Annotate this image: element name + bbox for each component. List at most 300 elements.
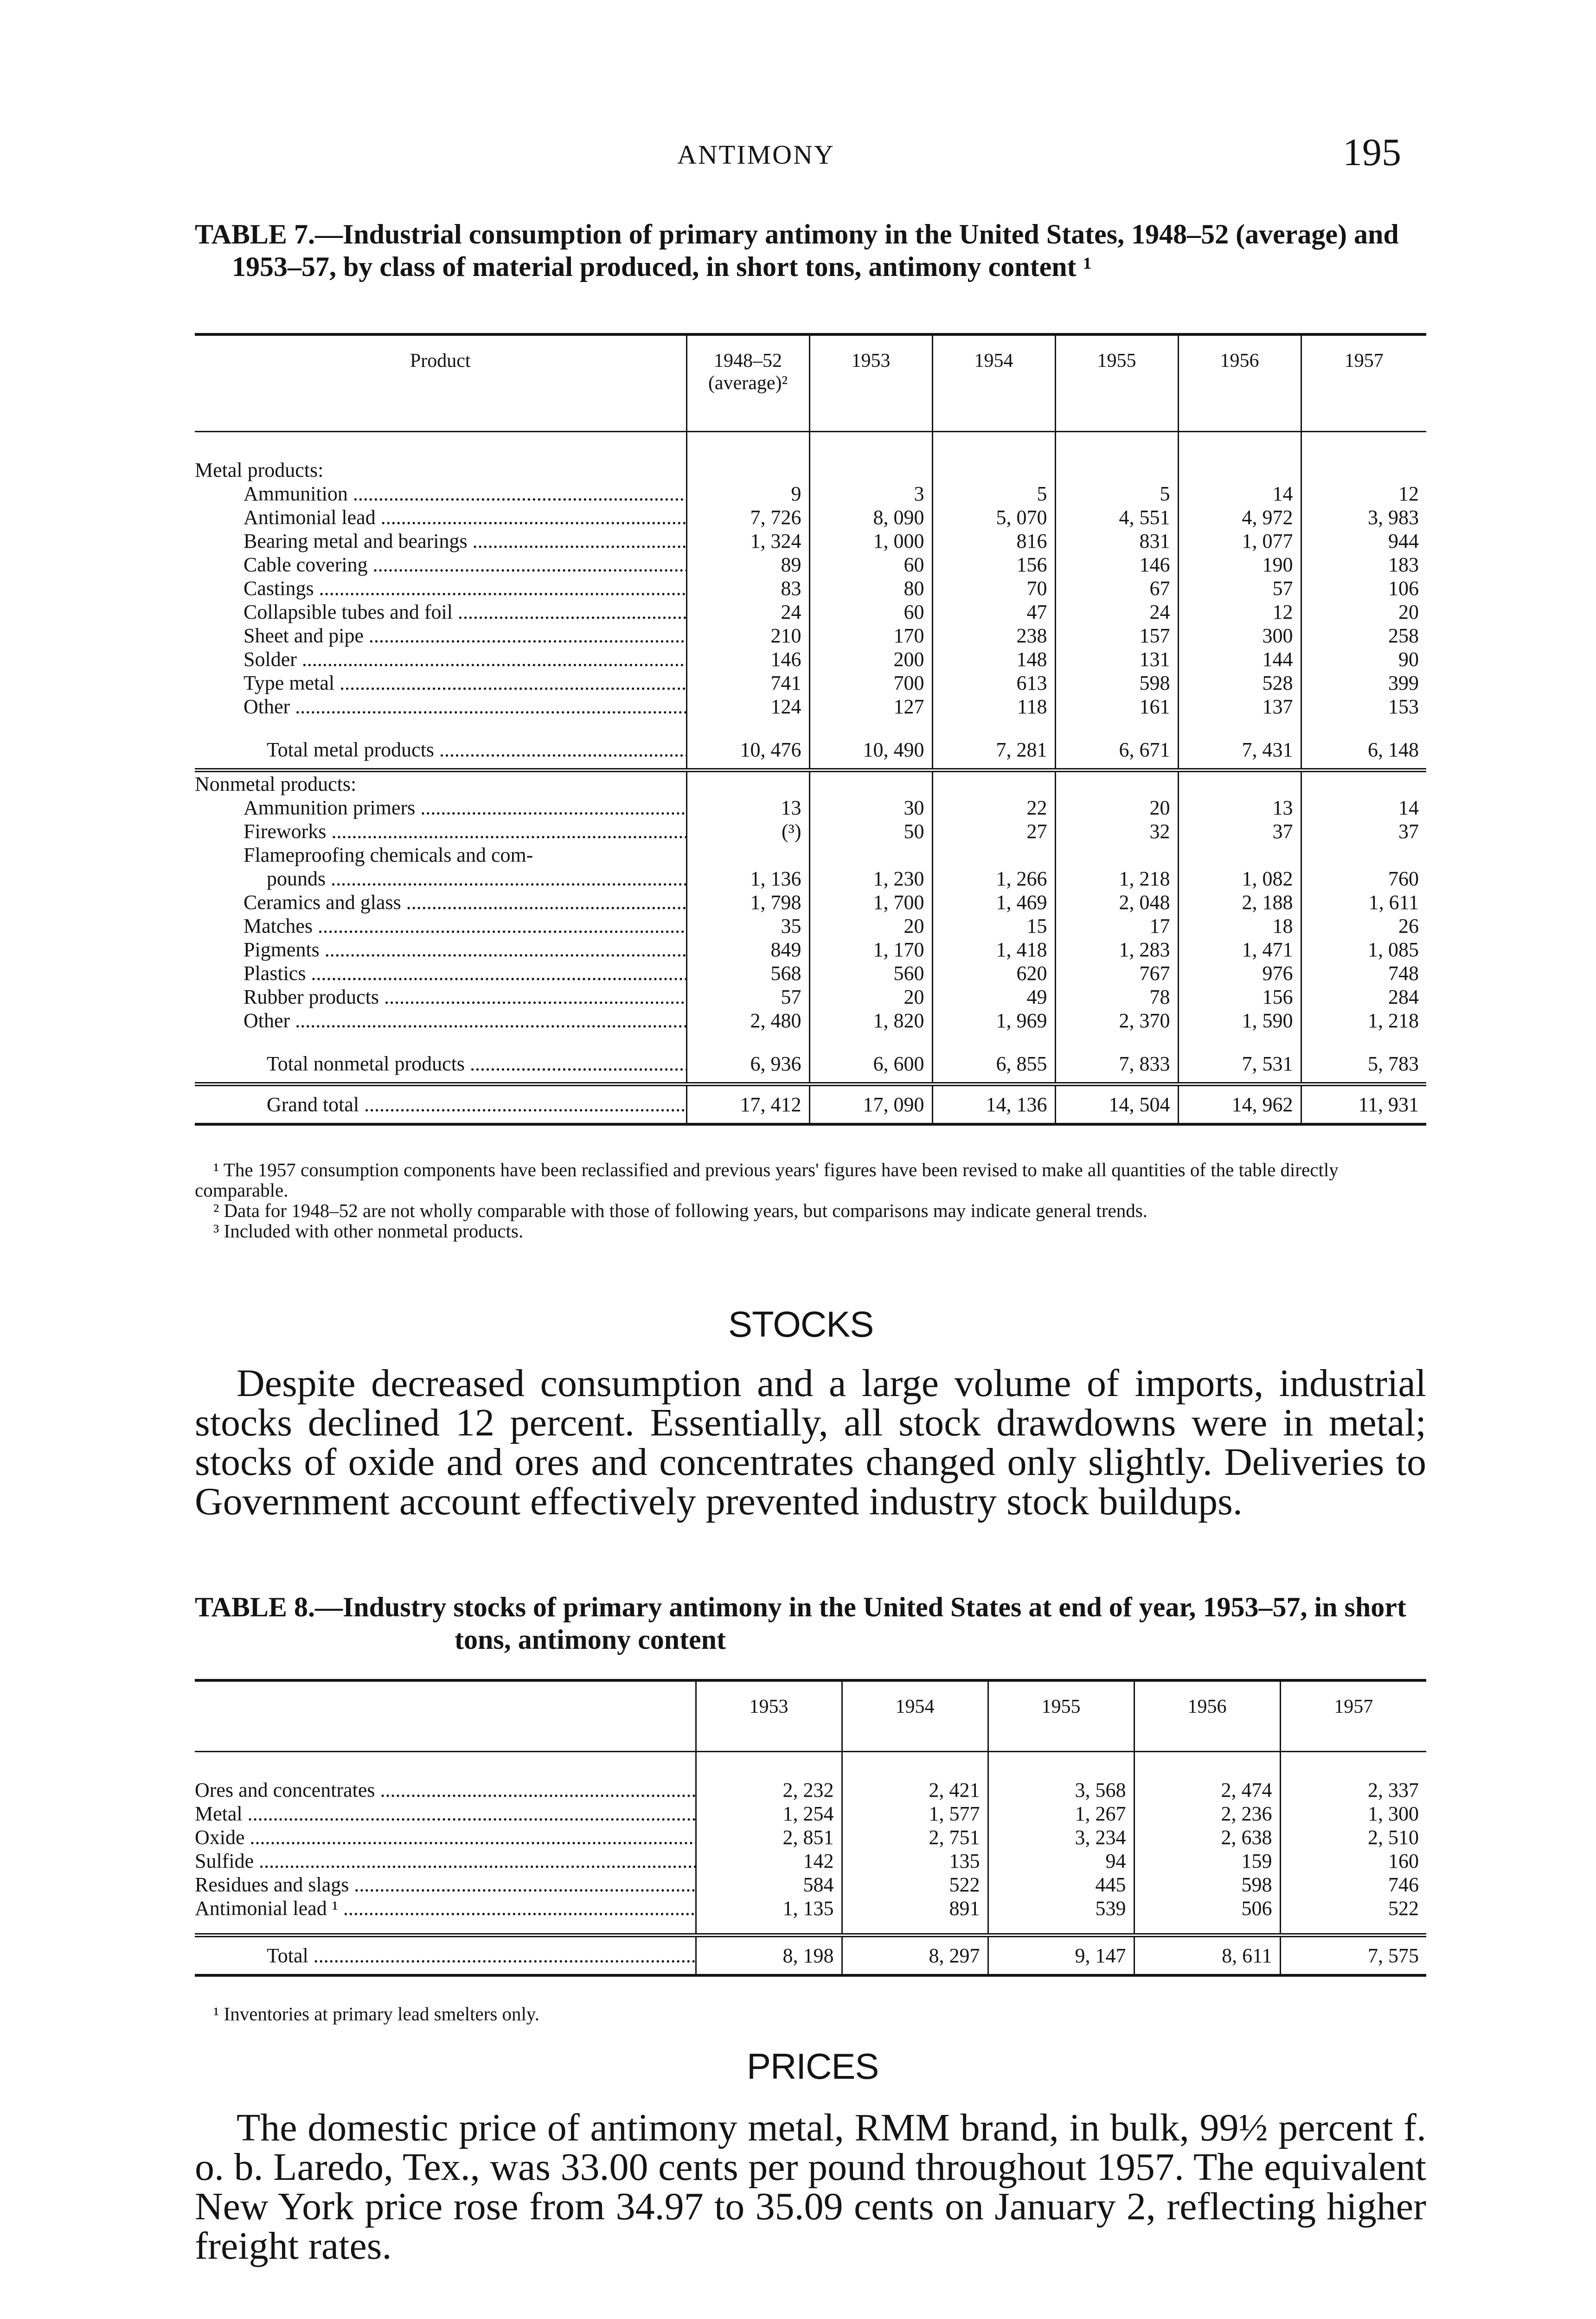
table-row xyxy=(195,1802,1426,1826)
row-value: 30 xyxy=(809,796,932,820)
row-value: 8, 611 xyxy=(1134,1935,1280,1975)
spacer-cell xyxy=(686,1032,809,1045)
row-value: 7, 281 xyxy=(932,731,1055,770)
row-value: 8, 198 xyxy=(696,1935,842,1975)
spacer-cell xyxy=(195,718,686,731)
row-label: Other ..... xyxy=(195,695,686,718)
row-value: 2, 337 xyxy=(1280,1778,1426,1802)
row-label: pounds ..... xyxy=(195,867,686,890)
row-label: Solder ..... xyxy=(195,647,686,671)
row-value: 976 xyxy=(1178,961,1301,985)
row-value: 14, 504 xyxy=(1055,1084,1178,1124)
row-label: Flameproofing chemicals and com- xyxy=(244,843,533,866)
row-value: 1, 218 xyxy=(1301,1009,1426,1032)
row-value: 1, 077 xyxy=(1178,529,1301,553)
spacer-cell xyxy=(1134,1920,1280,1935)
row-label: Ores and concentrates ..... xyxy=(195,1778,696,1802)
row-value: 159 xyxy=(1134,1849,1280,1873)
row-value: 1, 085 xyxy=(1301,938,1426,961)
row-value: 170 xyxy=(809,624,932,647)
t8-col-header-1957: 1957 xyxy=(1280,1682,1426,1751)
row-label: Oxide ..... xyxy=(195,1826,696,1849)
row-value: 161 xyxy=(1055,695,1178,718)
row-value: 1, 000 xyxy=(809,529,932,553)
row-value: 238 xyxy=(932,624,1055,647)
row-value: 37 xyxy=(1178,820,1301,843)
running-head: ANTIMONY xyxy=(677,140,835,170)
row-value: 560 xyxy=(809,961,932,985)
row-value: 2, 421 xyxy=(842,1778,988,1802)
row-value: 4, 972 xyxy=(1178,506,1301,529)
row-label: Ammunition ..... xyxy=(195,482,686,506)
row-value: 2, 510 xyxy=(1280,1826,1426,1849)
row-value xyxy=(809,458,932,482)
row-value: 1, 418 xyxy=(932,938,1055,961)
row-label: Total ..... xyxy=(195,1935,696,1975)
row-value: 1, 136 xyxy=(686,867,809,890)
table-row xyxy=(195,961,1426,985)
row-value: 9, 147 xyxy=(988,1935,1134,1975)
table-row xyxy=(195,529,1426,553)
table-row xyxy=(195,600,1426,624)
row-value: 620 xyxy=(932,961,1055,985)
table7-footnote-1: ¹ The 1957 consumption components have been reclassified and previous years' figures have been revised to make all quantities of the table directly comparable. xyxy=(195,1159,1339,1201)
row-value: 2, 370 xyxy=(1055,1009,1178,1032)
row-value: 5, 783 xyxy=(1301,1045,1426,1084)
table-row xyxy=(195,1009,1426,1032)
row-value: 5 xyxy=(1055,482,1178,506)
row-value: 816 xyxy=(932,529,1055,553)
row-label: Other ..... xyxy=(195,1009,686,1032)
row-value: 24 xyxy=(686,600,809,624)
table7-footnote-2: ² Data for 1948–52 are not wholly comparable with those of following years, but comparisons may indicate general trends. xyxy=(213,1200,1147,1221)
row-value: 539 xyxy=(988,1896,1134,1920)
row-value: 1, 471 xyxy=(1178,938,1301,961)
spacer-cell xyxy=(988,1751,1134,1778)
row-value: 6, 671 xyxy=(1055,731,1178,770)
row-value xyxy=(932,843,1055,867)
row-value: 11, 931 xyxy=(1301,1084,1426,1124)
stocks-heading: STOCKS xyxy=(728,1304,874,1345)
row-label: Metal products: xyxy=(195,458,324,481)
row-value: 1, 230 xyxy=(809,867,932,890)
row-value: 8, 297 xyxy=(842,1935,988,1975)
row-value: 746 xyxy=(1280,1873,1426,1896)
row-value: 124 xyxy=(686,695,809,718)
spacer-cell xyxy=(696,1920,842,1935)
row-value: 2, 048 xyxy=(1055,890,1178,914)
row-label: Residues and slags ..... xyxy=(195,1873,696,1896)
row-value: 2, 638 xyxy=(1134,1826,1280,1849)
row-label: Plastics ..... xyxy=(195,961,686,985)
spacer-cell xyxy=(696,1751,842,1778)
row-value: 284 xyxy=(1301,985,1426,1009)
row-label: Castings ..... xyxy=(195,577,686,600)
row-label: Sheet and pipe ..... xyxy=(195,624,686,647)
row-label: Antimonial lead ..... xyxy=(195,506,686,529)
row-value: 748 xyxy=(1301,961,1426,985)
prices-paragraph-text: The domestic price of antimony metal, RMM brand, in bulk, 99½ percent f. o. b. Laredo, Tex., was 33.00 cents per pound throughout 1957. The equivalent New York price rose from 34.97 to 35.09 cents on January 2, reflecting higher freight rates. xyxy=(195,2106,1426,2268)
spacer-cell xyxy=(1301,431,1426,458)
row-value: 568 xyxy=(686,961,809,985)
spacer-cell xyxy=(932,1032,1055,1045)
row-value xyxy=(809,843,932,867)
row-value xyxy=(686,770,809,796)
row-value: 944 xyxy=(1301,529,1426,553)
spacer-cell xyxy=(1055,718,1178,731)
table-row xyxy=(195,695,1426,718)
spacer-cell xyxy=(1178,1032,1301,1045)
spacer-cell xyxy=(1055,431,1178,458)
row-value: 1, 267 xyxy=(988,1802,1134,1826)
row-value: 156 xyxy=(932,553,1055,577)
spacer-cell xyxy=(195,1920,696,1935)
table-row xyxy=(195,506,1426,529)
page-number: 195 xyxy=(1343,131,1401,174)
row-value xyxy=(1178,770,1301,796)
row-value xyxy=(686,843,809,867)
prices-paragraph xyxy=(195,2108,1426,2266)
row-value: 106 xyxy=(1301,577,1426,600)
row-value: 1, 798 xyxy=(686,890,809,914)
row-value: 1, 324 xyxy=(686,529,809,553)
row-value: 49 xyxy=(932,985,1055,1009)
row-value: 2, 851 xyxy=(696,1826,842,1849)
row-value: 1, 300 xyxy=(1280,1802,1426,1826)
col-header-average: 1948–52 (average)² xyxy=(686,336,809,431)
table-row xyxy=(195,914,1426,938)
table-row xyxy=(195,985,1426,1009)
table-row xyxy=(195,1896,1426,1920)
row-value: 160 xyxy=(1280,1849,1426,1873)
row-value: 7, 833 xyxy=(1055,1045,1178,1084)
row-value: 37 xyxy=(1301,820,1426,843)
t8-col-header-1956: 1956 xyxy=(1134,1682,1280,1751)
col-header-1956: 1956 xyxy=(1178,336,1301,431)
row-value: 156 xyxy=(1178,985,1301,1009)
row-value: 67 xyxy=(1055,577,1178,600)
spacer-row xyxy=(195,1751,1426,1778)
row-value: 89 xyxy=(686,553,809,577)
row-value: 12 xyxy=(1178,600,1301,624)
row-value: 200 xyxy=(809,647,932,671)
table-row xyxy=(195,647,1426,671)
row-value: 6, 855 xyxy=(932,1045,1055,1084)
row-label: Sulfide ..... xyxy=(195,1849,696,1873)
table8-footnote xyxy=(195,2004,1426,2024)
row-value: 258 xyxy=(1301,624,1426,647)
row-value: 1, 611 xyxy=(1301,890,1426,914)
total-row xyxy=(195,731,1426,770)
row-label: Rubber products ..... xyxy=(195,985,686,1009)
spacer-row xyxy=(195,718,1426,731)
spacer-cell xyxy=(1134,1751,1280,1778)
row-value: 522 xyxy=(1280,1896,1426,1920)
row-value: 1, 082 xyxy=(1178,867,1301,890)
row-value: 7, 531 xyxy=(1178,1045,1301,1084)
row-value: 83 xyxy=(686,577,809,600)
row-value: 700 xyxy=(809,671,932,695)
row-value: 2, 474 xyxy=(1134,1778,1280,1802)
row-value: 24 xyxy=(1055,600,1178,624)
row-value: 831 xyxy=(1055,529,1178,553)
spacer-cell xyxy=(1301,1032,1426,1045)
row-value: 22 xyxy=(932,796,1055,820)
total-row xyxy=(195,1045,1426,1084)
row-value: 78 xyxy=(1055,985,1178,1009)
row-value: 190 xyxy=(1178,553,1301,577)
row-value: 146 xyxy=(686,647,809,671)
row-value: 14, 136 xyxy=(932,1084,1055,1124)
table-row xyxy=(195,482,1426,506)
row-value: 7, 431 xyxy=(1178,731,1301,770)
t8-col-header-stub xyxy=(195,1682,696,1751)
row-value: 445 xyxy=(988,1873,1134,1896)
spacer-row xyxy=(195,1032,1426,1045)
row-value: 127 xyxy=(809,695,932,718)
row-value: 14, 962 xyxy=(1178,1084,1301,1124)
row-value: 9 xyxy=(686,482,809,506)
table-row xyxy=(195,553,1426,577)
row-value: 6, 936 xyxy=(686,1045,809,1084)
col-header-product: Product xyxy=(195,336,686,431)
table-row xyxy=(195,1778,1426,1802)
row-value: 14 xyxy=(1178,482,1301,506)
row-value: 3, 568 xyxy=(988,1778,1134,1802)
table-row xyxy=(195,1849,1426,1873)
table-row xyxy=(195,867,1426,890)
row-value: 4, 551 xyxy=(1055,506,1178,529)
row-value: 137 xyxy=(1178,695,1301,718)
row-value xyxy=(809,770,932,796)
t8-col-header-1953: 1953 xyxy=(696,1682,842,1751)
row-value: 18 xyxy=(1178,914,1301,938)
spacer-cell xyxy=(195,1751,696,1778)
row-value: 135 xyxy=(842,1849,988,1873)
row-value: 20 xyxy=(809,914,932,938)
row-value xyxy=(932,458,1055,482)
row-label: Matches ..... xyxy=(195,914,686,938)
table-row xyxy=(195,671,1426,695)
row-value: 528 xyxy=(1178,671,1301,695)
row-value: 57 xyxy=(1178,577,1301,600)
row-value: 90 xyxy=(1301,647,1426,671)
table-row xyxy=(195,843,1426,867)
col-header-1953: 1953 xyxy=(809,336,932,431)
table-row xyxy=(195,624,1426,647)
row-value: 8, 090 xyxy=(809,506,932,529)
table8 xyxy=(195,1682,1426,1977)
table-row xyxy=(195,938,1426,961)
row-value: 1, 218 xyxy=(1055,867,1178,890)
row-value: 7, 575 xyxy=(1280,1935,1426,1975)
spacer-cell xyxy=(1301,718,1426,731)
row-value: 60 xyxy=(809,600,932,624)
table7-footnotes xyxy=(195,1160,1426,1241)
row-value: 118 xyxy=(932,695,1055,718)
row-value: 1, 590 xyxy=(1178,1009,1301,1032)
row-value: 1, 469 xyxy=(932,890,1055,914)
row-value: 2, 751 xyxy=(842,1826,988,1849)
stocks-paragraph-text: Despite decreased consumption and a large volume of imports, industrial stocks declined 12 percent. Essentially, all stock drawdowns were in metal; stocks of oxide and ores and concentrates changed only slightly. Deliveries to Government account effectively prevented industry stock buildups. xyxy=(195,1362,1426,1523)
row-value: 146 xyxy=(1055,553,1178,577)
row-value: 14 xyxy=(1301,796,1426,820)
row-value: 1, 170 xyxy=(809,938,932,961)
row-label: Fireworks ..... xyxy=(195,820,686,843)
row-value: 183 xyxy=(1301,553,1426,577)
row-value: 522 xyxy=(842,1873,988,1896)
row-value: 94 xyxy=(988,1849,1134,1873)
row-value: 3, 234 xyxy=(988,1826,1134,1849)
spacer-row xyxy=(195,1920,1426,1935)
spacer-cell xyxy=(842,1920,988,1935)
row-value: 2, 480 xyxy=(686,1009,809,1032)
row-value: 1, 969 xyxy=(932,1009,1055,1032)
spacer-cell xyxy=(809,718,932,731)
row-value: 891 xyxy=(842,1896,988,1920)
spacer-cell xyxy=(842,1751,988,1778)
row-label: Total nonmetal products ..... xyxy=(195,1045,686,1084)
row-value: 598 xyxy=(1134,1873,1280,1896)
row-value: 5 xyxy=(932,482,1055,506)
t8-col-header-1954: 1954 xyxy=(842,1682,988,1751)
row-value: 598 xyxy=(1055,671,1178,695)
row-value: 1, 820 xyxy=(809,1009,932,1032)
row-label: Metal ..... xyxy=(195,1802,696,1826)
spacer-cell xyxy=(1280,1751,1426,1778)
spacer-cell xyxy=(809,1032,932,1045)
row-value: 142 xyxy=(696,1849,842,1873)
row-label: Total metal products ..... xyxy=(195,731,686,770)
total-row xyxy=(195,1935,1426,1975)
row-label: Grand total ..... xyxy=(195,1084,686,1124)
row-label: Antimonial lead ¹ ..... xyxy=(195,1896,696,1920)
table-row xyxy=(195,577,1426,600)
row-label: Type metal ..... xyxy=(195,671,686,695)
row-value: 153 xyxy=(1301,695,1426,718)
row-value: 3 xyxy=(809,482,932,506)
row-value: 20 xyxy=(809,985,932,1009)
row-value: 1, 283 xyxy=(1055,938,1178,961)
row-value: 1, 700 xyxy=(809,890,932,914)
row-value: 148 xyxy=(932,647,1055,671)
row-value: 32 xyxy=(1055,820,1178,843)
row-value: 26 xyxy=(1301,914,1426,938)
row-value: 300 xyxy=(1178,624,1301,647)
table-row xyxy=(195,1873,1426,1896)
row-value: 57 xyxy=(686,985,809,1009)
table7-footnote-3: ³ Included with other nonmetal products. xyxy=(213,1220,524,1242)
row-value: 17, 090 xyxy=(809,1084,932,1124)
row-value: 20 xyxy=(1055,796,1178,820)
table7-caption: TABLE 7.—Industrial consumption of primary antimony in the United States, 1948–52 (average) and 1953–57, by class of material produced, in short tons, antimony content ¹ xyxy=(195,219,1399,282)
row-value: 70 xyxy=(932,577,1055,600)
spacer-cell xyxy=(1280,1920,1426,1935)
row-value xyxy=(1301,770,1426,796)
row-value: 5, 070 xyxy=(932,506,1055,529)
row-value xyxy=(1055,458,1178,482)
row-value: 157 xyxy=(1055,624,1178,647)
row-value: 10, 490 xyxy=(809,731,932,770)
row-value: 1, 135 xyxy=(696,1896,842,1920)
col-header-1957: 1957 xyxy=(1301,336,1426,431)
row-value xyxy=(1055,770,1178,796)
row-value: 80 xyxy=(809,577,932,600)
row-value: 613 xyxy=(932,671,1055,695)
row-value: 584 xyxy=(696,1873,842,1896)
col-header-1955: 1955 xyxy=(1055,336,1178,431)
spacer-cell xyxy=(686,431,809,458)
t8-col-header-1955: 1955 xyxy=(988,1682,1134,1751)
spacer-cell xyxy=(809,431,932,458)
table-row xyxy=(195,796,1426,820)
row-label: Pigments ..... xyxy=(195,938,686,961)
row-value: 399 xyxy=(1301,671,1426,695)
row-value: 2, 188 xyxy=(1178,890,1301,914)
row-value: 13 xyxy=(686,796,809,820)
row-value: 131 xyxy=(1055,647,1178,671)
table-row xyxy=(195,820,1426,843)
row-value xyxy=(1178,458,1301,482)
row-value: 1, 577 xyxy=(842,1802,988,1826)
spacer-cell xyxy=(1178,431,1301,458)
table8-caption: TABLE 8.—Industry stocks of primary antimony in the United States at end of year, 1953–57, in short tons, antimony content xyxy=(195,1592,1406,1655)
row-value: 10, 476 xyxy=(686,731,809,770)
row-value: 47 xyxy=(932,600,1055,624)
grand-total-row xyxy=(195,1084,1426,1124)
row-value: 12 xyxy=(1301,482,1426,506)
row-label: Cable covering ..... xyxy=(195,553,686,577)
spacer-cell xyxy=(195,1032,686,1045)
row-value: 2, 232 xyxy=(696,1778,842,1802)
table7 xyxy=(195,336,1426,1126)
col-header-1954: 1954 xyxy=(932,336,1055,431)
row-value: 760 xyxy=(1301,867,1426,890)
row-value: 17 xyxy=(1055,914,1178,938)
stocks-paragraph xyxy=(195,1364,1426,1521)
row-value: 506 xyxy=(1134,1896,1280,1920)
row-value: 1, 266 xyxy=(932,867,1055,890)
row-value xyxy=(1301,458,1426,482)
spacer-cell xyxy=(686,718,809,731)
row-value: 6, 148 xyxy=(1301,731,1426,770)
section-heading-row xyxy=(195,770,1426,796)
row-value: 17, 412 xyxy=(686,1084,809,1124)
row-value: 7, 726 xyxy=(686,506,809,529)
table-row xyxy=(195,890,1426,914)
row-value: 741 xyxy=(686,671,809,695)
row-label: Nonmetal products: xyxy=(195,770,686,796)
section-heading-row xyxy=(195,458,1426,482)
prices-heading: PRICES xyxy=(747,2046,879,2087)
row-value: 13 xyxy=(1178,796,1301,820)
spacer-cell xyxy=(195,431,686,458)
row-value xyxy=(1055,843,1178,867)
spacer-cell xyxy=(932,431,1055,458)
row-value: 35 xyxy=(686,914,809,938)
row-value: 2, 236 xyxy=(1134,1802,1280,1826)
row-value: 27 xyxy=(932,820,1055,843)
spacer-row xyxy=(195,431,1426,458)
table-row xyxy=(195,1826,1426,1849)
row-label: Bearing metal and bearings ..... xyxy=(195,529,686,553)
row-value: 50 xyxy=(809,820,932,843)
row-value: 20 xyxy=(1301,600,1426,624)
row-label: Ceramics and glass ..... xyxy=(195,890,686,914)
row-value xyxy=(686,458,809,482)
row-value: 1, 254 xyxy=(696,1802,842,1826)
row-label: Ammunition primers ..... xyxy=(195,796,686,820)
